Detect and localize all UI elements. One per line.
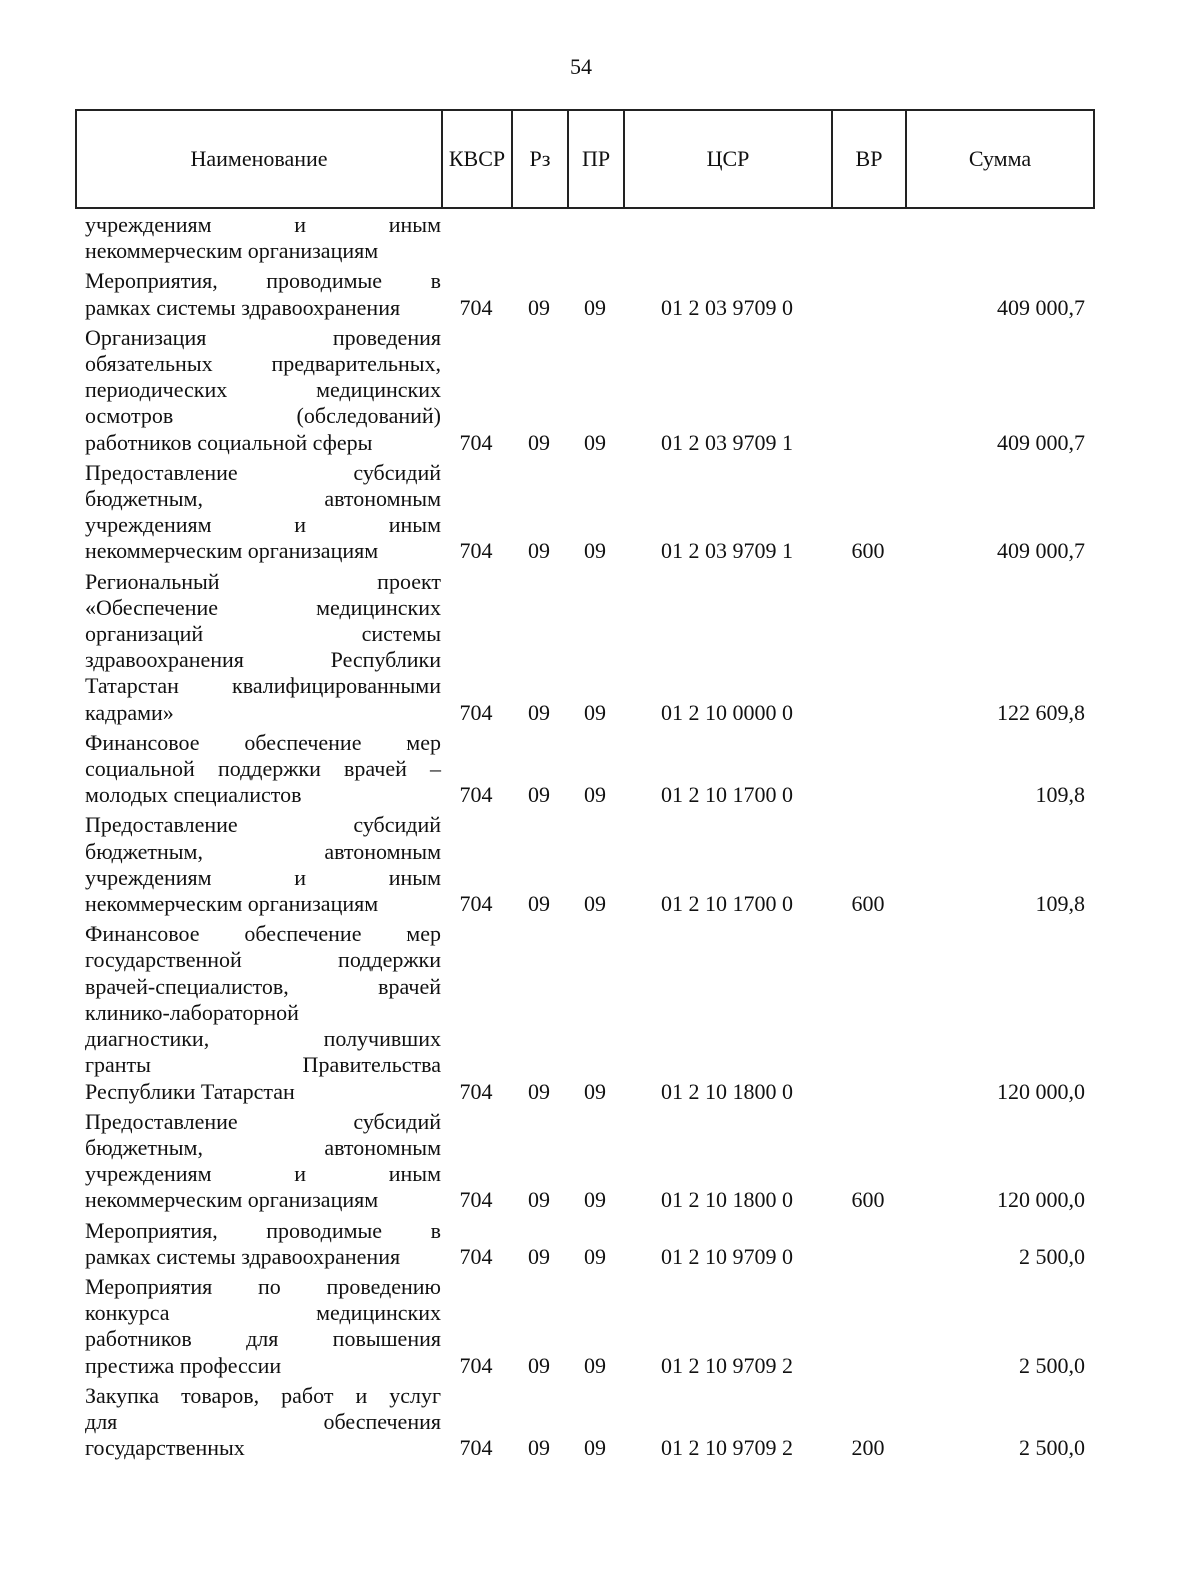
- row-rz: 09: [528, 294, 550, 320]
- row-name-line: Региональный проект: [85, 568, 441, 594]
- row-name-line: клинико-лабораторной: [85, 999, 299, 1025]
- row-kvsr: 704: [459, 1243, 493, 1269]
- row-name-line: рамках системы здравоохранения: [85, 1243, 401, 1269]
- table-row: [75, 325, 1095, 456]
- row-sum: 2 500,0: [1019, 1352, 1085, 1378]
- row-pr: 09: [584, 429, 606, 455]
- row-name-line: «Обеспечение медицинских: [85, 594, 441, 620]
- row-kvsr: 704: [459, 1435, 493, 1461]
- row-name: [75, 460, 441, 565]
- row-name: [75, 1109, 441, 1214]
- row-name-line: здравоохранения Республики: [85, 647, 441, 673]
- row-name: [75, 921, 441, 1104]
- row-kvsr: 704: [459, 1187, 493, 1213]
- row-name-line: гранты Правительства: [85, 1052, 441, 1078]
- header-kvsr: КВСР: [443, 111, 513, 207]
- row-name: [75, 325, 441, 456]
- table-header: [75, 109, 1095, 209]
- row-sum: 109,8: [1035, 891, 1085, 917]
- row-name-line: бюджетным, автономным: [85, 838, 441, 864]
- row-name-line: Организация проведения: [85, 324, 441, 350]
- table-row: [75, 1218, 1095, 1270]
- row-name-line: Предоставление субсидий: [85, 1108, 441, 1134]
- row-name-line: бюджетным, автономным: [85, 486, 441, 512]
- row-pr: 09: [584, 1078, 606, 1104]
- row-csr: 01 2 03 9709 0: [661, 294, 793, 320]
- row-pr: 09: [584, 538, 606, 564]
- row-sum: 409 000,7: [997, 294, 1085, 320]
- row-rz: 09: [528, 699, 550, 725]
- row-rz: 09: [528, 1352, 550, 1378]
- row-name-line: Республики Татарстан: [85, 1078, 295, 1104]
- row-name-line: Мероприятия, проводимые в: [85, 1217, 441, 1243]
- row-vr: 600: [851, 538, 885, 564]
- row-name-line: Мероприятия по проведению: [85, 1273, 441, 1299]
- row-kvsr: 704: [459, 429, 493, 455]
- row-csr: 01 2 03 9709 1: [661, 429, 793, 455]
- table-row: [75, 921, 1095, 1104]
- table-row: [75, 1109, 1095, 1214]
- row-name-line: периодических медицинских: [85, 377, 441, 403]
- table-row: [75, 460, 1095, 565]
- row-name-line: Закупка товаров, работ и услуг: [85, 1382, 441, 1408]
- row-name: [75, 268, 441, 320]
- row-name-line: бюджетным, автономным: [85, 1134, 441, 1160]
- row-name-line: престижа профессии: [85, 1352, 282, 1378]
- row-kvsr: 704: [459, 294, 493, 320]
- table-row: [75, 268, 1095, 320]
- row-name-line: рамках системы здравоохранения: [85, 294, 401, 320]
- row-name-line: учреждениям и иным: [85, 512, 441, 538]
- row-name-line: для обеспечения: [85, 1408, 441, 1434]
- row-rz: 09: [528, 1187, 550, 1213]
- row-kvsr: 704: [459, 891, 493, 917]
- row-name-line: Предоставление субсидий: [85, 459, 441, 485]
- row-name-line: социальной поддержки врачей –: [85, 756, 441, 782]
- row-name-line: обязательных предварительных,: [85, 351, 441, 377]
- header-rz: Рз: [513, 111, 569, 207]
- row-csr: 01 2 10 0000 0: [661, 699, 793, 725]
- row-pr: 09: [584, 1435, 606, 1461]
- row-csr: 01 2 10 1700 0: [661, 891, 793, 917]
- row-name-line: молодых специалистов: [85, 782, 302, 808]
- row-rz: 09: [528, 1243, 550, 1269]
- row-csr: 01 2 10 9709 2: [661, 1352, 793, 1378]
- row-name-line: диагностики, получивших: [85, 1026, 441, 1052]
- table-body: [75, 212, 1095, 1465]
- row-name: [75, 212, 441, 264]
- row-name-line: государственных: [85, 1435, 245, 1461]
- header-pr: ПР: [569, 111, 625, 207]
- table-row: [75, 730, 1095, 809]
- row-name: [75, 1383, 441, 1462]
- header-name: Наименование: [77, 111, 443, 207]
- row-name-line: Татарстан квалифицированными: [85, 673, 441, 699]
- row-sum: 120 000,0: [997, 1187, 1085, 1213]
- row-name-line: Мероприятия, проводимые в: [85, 268, 441, 294]
- row-name-line: осмотров (обследований): [85, 403, 441, 429]
- row-pr: 09: [584, 891, 606, 917]
- row-name-line: государственной поддержки: [85, 947, 441, 973]
- row-name: [75, 569, 441, 726]
- row-name-line: конкурса медицинских: [85, 1300, 441, 1326]
- row-kvsr: 704: [459, 782, 493, 808]
- row-name: [75, 1274, 441, 1379]
- header-vr: ВР: [833, 111, 907, 207]
- row-rz: 09: [528, 891, 550, 917]
- page-number: 54: [570, 54, 592, 79]
- row-sum: 409 000,7: [997, 538, 1085, 564]
- row-csr: 01 2 10 9709 0: [661, 1243, 793, 1269]
- row-csr: 01 2 10 1800 0: [661, 1187, 793, 1213]
- row-rz: 09: [528, 538, 550, 564]
- row-name-line: кадрами»: [85, 699, 174, 725]
- row-name-line: Финансовое обеспечение мер: [85, 729, 441, 755]
- row-kvsr: 704: [459, 1078, 493, 1104]
- row-pr: 09: [584, 1243, 606, 1269]
- row-name-line: врачей-специалистов, врачей: [85, 973, 441, 999]
- row-name-line: работников для повышения: [85, 1326, 441, 1352]
- row-vr: 200: [851, 1435, 885, 1461]
- table-row: [75, 212, 1095, 264]
- row-pr: 09: [584, 1352, 606, 1378]
- row-sum: 120 000,0: [997, 1078, 1085, 1104]
- row-csr: 01 2 10 9709 2: [661, 1435, 793, 1461]
- row-name-line: организаций системы: [85, 621, 441, 647]
- row-vr: 600: [851, 891, 885, 917]
- header-sum: Сумма: [968, 146, 1032, 171]
- row-name-line: учреждениям и иным: [85, 864, 441, 890]
- row-pr: 09: [584, 782, 606, 808]
- row-name-line: некоммерческим организациям: [85, 891, 379, 917]
- row-vr: 600: [851, 1187, 885, 1213]
- row-pr: 09: [584, 1187, 606, 1213]
- row-name-line: некоммерческим организациям: [85, 1187, 379, 1213]
- row-name-line: учреждениям и иным: [85, 1161, 441, 1187]
- row-sum: 2 500,0: [1019, 1243, 1085, 1269]
- row-rz: 09: [528, 782, 550, 808]
- row-name-line: учреждениям и иным: [85, 212, 441, 237]
- header-csr: ЦСР: [625, 111, 833, 207]
- table-row: [75, 812, 1095, 917]
- row-csr: 01 2 03 9709 1: [661, 538, 793, 564]
- table-row: [75, 1383, 1095, 1462]
- row-name: [75, 730, 441, 809]
- row-sum: 122 609,8: [997, 699, 1085, 725]
- row-rz: 09: [528, 1078, 550, 1104]
- row-sum: 409 000,7: [997, 429, 1085, 455]
- row-sum: 109,8: [1035, 782, 1085, 808]
- row-name: [75, 1218, 441, 1270]
- row-name: [75, 812, 441, 917]
- row-kvsr: 704: [459, 699, 493, 725]
- row-csr: 01 2 10 1700 0: [661, 782, 793, 808]
- row-rz: 09: [528, 429, 550, 455]
- row-name-line: Финансовое обеспечение мер: [85, 921, 441, 947]
- row-rz: 09: [528, 1435, 550, 1461]
- row-name-line: Предоставление субсидий: [85, 812, 441, 838]
- table-row: [75, 1274, 1095, 1379]
- row-name-line: некоммерческим организациям: [85, 238, 379, 264]
- row-pr: 09: [584, 294, 606, 320]
- row-kvsr: 704: [459, 538, 493, 564]
- row-name-line: работников социальной сферы: [85, 429, 373, 455]
- row-pr: 09: [584, 699, 606, 725]
- row-kvsr: 704: [459, 1352, 493, 1378]
- row-name-line: некоммерческим организациям: [85, 538, 379, 564]
- row-sum: 2 500,0: [1019, 1435, 1085, 1461]
- table-row: [75, 569, 1095, 726]
- row-csr: 01 2 10 1800 0: [661, 1078, 793, 1104]
